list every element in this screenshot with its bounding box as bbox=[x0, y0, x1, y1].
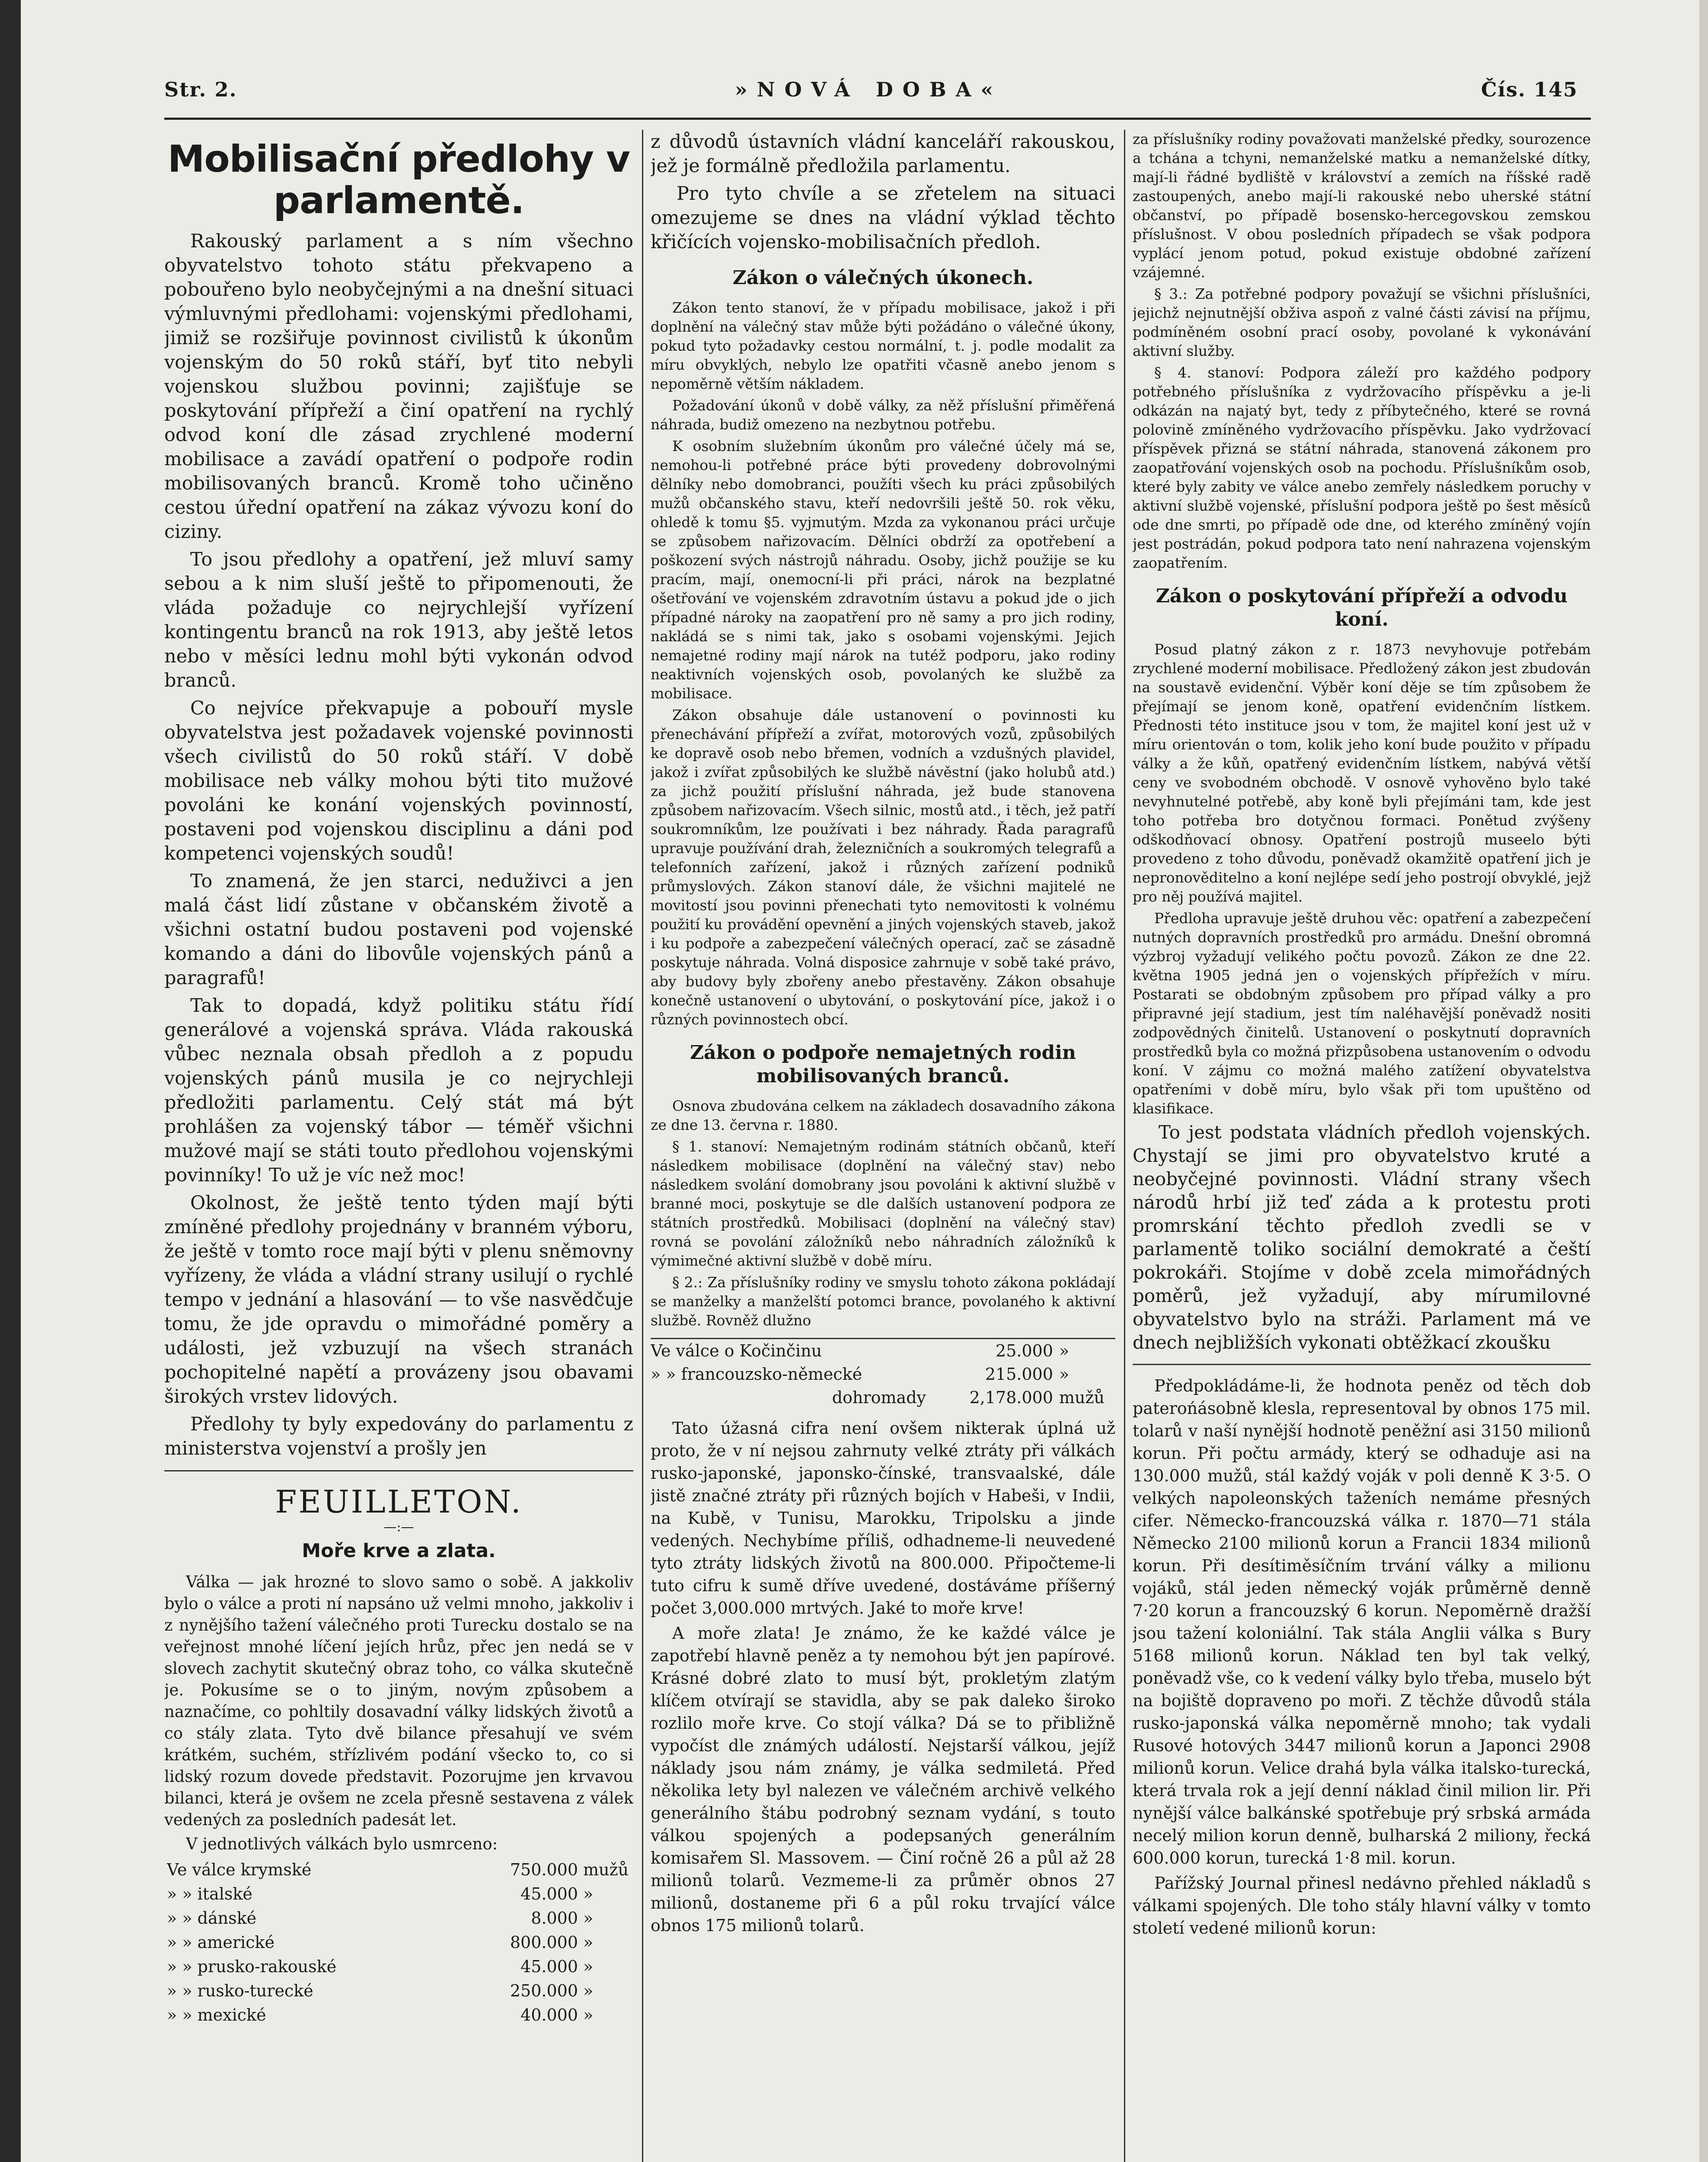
table-row bbox=[164, 1954, 633, 1979]
article-paragraph: Rakouský parlament a s ním všechno obyvatelstvo tohoto státu překvapeno a pobouřeno bylo neobyčejnými a na dnešní situaci výmluvnými předlohami: vojenskými předlohami, jimiž se rozšiřuje povinnost civilistů k úkonům vojenským do 50 roků stáří, byť tito nebyli vojenskou službou povinni; zajišťuje se poskytování přípřeží a činí opatření na rychlý odvod koní dle zásad zrychlené moderní mobilisace a zavádí opatření o podpoře rodin mobilisovaných branců. Kromě toho učiněno cestou úřední opatření na zákaz vývozu koní do ciziny. bbox=[164, 230, 633, 543]
table-row bbox=[164, 2003, 633, 2027]
table-row bbox=[164, 1858, 633, 1882]
issue-number: Čís. 145 bbox=[1481, 78, 1578, 101]
law-paragraph: K osobním služebním úkonům pro válečné účely má se, nemohou-li potřebné práce býti provedeny dobrovolnými dělníky nebo domobranci, použíti všech ku práci způsobilých mužů občanského stavu, kteří nedovršili ještě 50. rok věku, ohledě k tomu §5. vyjmutým. Mzda za vykonanou práci určuje se způsobem nařizovacím. Dělníci obdrží za opotřebení a poškození svých nástrojů náhradu. Osoby, jichž použije se ku pracím, mají, onemocní-li při práci, nárok na bezplatné ošetřování ve vojenském zdravotním ústavu a pokud jde o jich případné nároky na zaopatření pro ně samy a pro jich rodiny, nakládá se s nimi tak, jako s osobami vojenskými. Jejich nemajetné rodiny mají nárok na tutéž podporu, jako rodiny neaktivních vojenských osob, povolaných ke službě za mobilisace. bbox=[651, 438, 1115, 702]
war-label: Ve válce o Kočinčinu bbox=[651, 1341, 822, 1360]
war-unit: mužů bbox=[1059, 1388, 1105, 1407]
section-divider bbox=[1133, 1364, 1591, 1365]
war-label: » » mexické bbox=[167, 2005, 266, 2024]
law-paragraph: § 4. stanoví: Podpora záleží pro každého podpory potřebného příslušníka z vydržovacího příspěvku a je-li odkázán na najatý byt, tedy z příbytečného, které se rovná polovině zmíněného vydržovacího příspěvku. Jako vydržovací příspěvek přizná se státní náhrada, stanovená zákonem pro zaopatřování vojenských osob na pochodu. Příslušníkům osob, které byly zabity ve válce anebo zemřely následkem poruchy v aktivní službě vojenské, příslušní podpora ještě po šest měsíců ode dne smrti, po případě ode dne, od kterého zmíněný vojín jest postrádán, pokud podpora tato není nahrazena vojenským zaopatřením. bbox=[1133, 364, 1591, 571]
war-label: » » americké bbox=[167, 1933, 275, 1952]
war-value: 8.000 bbox=[531, 1909, 578, 1928]
war-unit: » bbox=[583, 2005, 594, 2024]
war-unit: » bbox=[583, 1884, 594, 1903]
feuilleton-heading: FEUILLETON. bbox=[275, 1484, 523, 1520]
section-divider bbox=[164, 1470, 633, 1471]
law-paragraph: § 2.: Za příslušníky rodiny ve smyslu tohoto zákona pokládají se manželky a manželští potomci brance, povolaného k aktivní službě. Rovněž dlužno bbox=[651, 1274, 1115, 1329]
law-paragraph: Zákon obsahuje dále ustanovení o povinnosti ku přenechávání přípřeží a zvířat, motorových vozů, způsobilých ke dopravě osob nebo břemen, vodních a vzdušných plavidel, jakož i zvířat způsobilých ke službě návěstní (jako holubů atd.) za jichž použití příslušní náhrada, jež bude stanovena způsobem nařizovacím. Všech silnic, mostů atd., i těch, jež patří soukromníkům, lze používati i bez náhrady. Řada paragrafů upravuje používání drah, železničních a soukromých telegrafů a telefonních zařízení, jakož i různých zařízení podniků průmyslových. Zákon stanoví dále, že všichni majitelé ne movitostí jsou povinni přenechati tyto nemovitosti k volnému použití ku provádění opevnění a jiných vojenských staveb, jakož i ku podpoře a zabezpečení válečných operací, zač se zásadně poskytuje náhrada. Volná disposice zahrnuje v sobě také právo, aby budovy byly zbořeny anebo přestavěny. Zákon obsahuje konečně ustanovení o ubytování, o poskytování píce, jakož i o různých povinnostech obcí. bbox=[651, 707, 1115, 1028]
war-value: 800.000 bbox=[510, 1933, 578, 1952]
table-row-total bbox=[651, 1386, 1115, 1409]
feuilleton-paragraph: Předpokládáme-li, že hodnota peněz od těch dob paterońásobně klesla, representoval by obnos 175 mil. tolarů v naší nynější hodnotě peněžní asi 3150 milionů korun. Při počtu armády, který se odhaduje asi na 130.000 mužů, stál každý voják v poli denně K 3·5. O velkých napoleonských taženích nemáme přesných cifer. Německo-francouzská válka r. 1870—71 stála Německo 2100 milionů korun a Francii 1834 milionů korun. Při desítiměsíčním trvání války a milionu vojáků, stál jeden německý voják průměrně denně 7·20 korun a francouzský 6 korun. Nepoměrně dražší jsou tažení koloniální. Tak stála Anglii válka s Bury 5168 milionů korun. Náklad ten byl tak velký, poněvadž vše, co k vedení války bylo třeba, muselo být na bojiště dopraveno po moři. Z těchže důvodů stála rusko-japonská válka nepoměrně mnoho; tak vydali Rusové hotových 3447 milionů korun a Japonci 2908 milionů korun. Velice drahá byla válka italsko-turecká, která trvala rok a její denní náklad činil milion lir. Při nynější válce balkánské spotřebuje prý srbská armáda necelý milion korun denně, bulharská 2 miliony, řecká 600.000 korun, turecká 1·8 mil. korun. bbox=[1133, 1376, 1591, 1868]
law-paragraph: Osnova zbudována celkem na základech dosavadního zákona ze dne 13. června r. 1880. bbox=[651, 1097, 1115, 1133]
ornament-divider: —:— bbox=[383, 1519, 414, 1535]
law-paragraph: Předloha upravuje ještě druhou věc: opatření a zabezpečení nutných dopravních prostředků pro armádu. Dnešní obromná výzbroj vyžadují velikého počtu povozů. Zákon ze dne 22. května 1905 jedná jen o vojenských přípřežích v míru. Postarati se obdobným způsobem pro případ války a pro připravné její stadium, jest tím naléhavější poněvadž nositi zodpovědných činitelů. Ustanovení o poskytnutí dopravních prostředků byla co možná přizpůsobena ustanovením o odvodu koní. V zájmu co možná malého zatížení obyvatelstva opatřeními v době míru, bylo však při tom upuštěno od klasifikace. bbox=[1133, 910, 1591, 1117]
law-paragraph: Posud platný zákon z r. 1873 nevyhovuje potřebám zrychlené moderní mobilisace. Předložený zákon jest zbudován na soustavě evidenční. Výběr koní děje se tím způsobem že přejímají se jenom koně, opatření evidenčním lístkem. Přednosti této instituce jsou v tom, že majitel koní jest už v míru orientován o tom, kolik jeho koní bude použito v případu války a že kůň, opatřený evidenčním lístkem, nabývá větší ceny ve svobodném obchodě. V osnově vyhověno bylo také nevyhnutelné potřebě, aby koně byli přejímáni tam, kde jest toho potřeba bro dotyčnou formaci. Ponětud zvýšeny odškodňovací obnosy. Opatření postrojů museelo býti provedeno z toho důvodu, poněvadž okamžitě opatření jich je nepronověditelno a koní nejlépe sedí jeho postrojí obvyklé, jejž pro něj používá majitel. bbox=[1133, 641, 1591, 905]
war-value: 40.000 bbox=[520, 2005, 578, 2024]
war-label: » » prusko-rakouské bbox=[167, 1957, 337, 1976]
war-unit: » bbox=[583, 1933, 594, 1952]
war-unit: » bbox=[1059, 1341, 1069, 1360]
article-paragraph: To znamená, že jen starci, neduživci a jen malá část lidí zůstane v občanském životě a všichni ostatní budou postaveni pod vojenské komando a dáni do libovůle vojenských pánů a paragrafů! bbox=[164, 870, 633, 989]
war-deaths-table bbox=[164, 1858, 633, 2027]
war-unit: » bbox=[1059, 1365, 1069, 1384]
article-title: Mobilisační předlohy v parlamentě. bbox=[167, 138, 630, 222]
feuilleton-paragraph: Pařížský Journal přinesl nedávno přehled nákladů s válkami spojených. Dle toho stály hlavní války v tomto století vedené milionů korun: bbox=[1133, 1874, 1591, 1938]
section-heading: Zákon o válečných úkonech. bbox=[732, 267, 1034, 289]
war-value: 250.000 bbox=[510, 1981, 578, 2000]
feuilleton-title: Moře krve a zlata. bbox=[302, 1540, 496, 1562]
feuilleton-paragraph: V jednotlivých válkách bylo usmrceno: bbox=[186, 1835, 498, 1853]
war-value: 750.000 bbox=[510, 1860, 578, 1879]
law-paragraph: Požadování úkonů v době války, za něž příslušní přiměřená náhrada, budiž omezeno na nezbytnou potřebu. bbox=[651, 397, 1115, 433]
war-value: 25.000 bbox=[996, 1341, 1053, 1360]
war-value: 45.000 bbox=[520, 1957, 578, 1976]
war-label: dohromady bbox=[832, 1388, 926, 1407]
war-unit: mužů bbox=[583, 1860, 629, 1879]
article-paragraph: Předlohy ty byly expedovány do parlamentu z ministerstva vojenství a prošly jen bbox=[164, 1414, 633, 1459]
war-label: » » dánské bbox=[167, 1909, 257, 1928]
law-paragraph: Zákon tento stanoví, že v případu mobilisace, jakož i při doplnění na válečný stav může býti požádáno o válečné úkony, pokud tyto požadavky cestou normální, t. j. podle modalit za míru obvyklých, nebylo lze opatřiti včasně anebo jenom s nepoměrně větším nákladem. bbox=[651, 299, 1115, 392]
war-deaths-continued bbox=[651, 1338, 1115, 1409]
article-paragraph: z důvodů ústavních vládní kanceláří rakouskou, jež je formálně předložila parlamentu. bbox=[651, 131, 1115, 177]
table-row bbox=[164, 1930, 633, 1954]
column-3 bbox=[1133, 130, 1591, 2162]
feuilleton-paragraph: Válka — jak hrozné to slovo samo o sobě. A jakkoliv bylo o válce a proti ní napsáno už velmi mnoho, jakkoliv i z nynějšího tažení válečného proti Turecku dostalo se na veřejnost mnohé líčení jejích hrůz, přec jen nedá se v slovech zachytit skutečný obraz toho, co válka skutečně je. Pokusíme se o to jiným, novým způsobem a naznačíme, co pohltily dosavadní války lidských životů a co stály zlata. Tyto dvě bilance přesahují ve svém krátkém, suchém, střízlivém podání všecko to, co si lidský rozum dovede představit. Pozorujme jen krvavou bilanci, která je ovšem ne zcela přesně sestavena z válek vedených za posledních padesát let. bbox=[164, 1573, 633, 1829]
header-rule bbox=[164, 118, 1591, 120]
table-row bbox=[164, 1979, 633, 2003]
table-row bbox=[651, 1362, 1115, 1386]
article-paragraph: To jest podstata vládních předloh vojenských. Chystají se jimi pro obyvatelstvo kruté a neobyčejné povinnosti. Vládní strany všech národů hrbí již teď záda a k protestu proti promrskání těchto předloh zvedli se v parlamentě toliko sociální demokraté a čeští pokrokáři. Stojíme v době zcela mimořádných poměrů, jež vyžadují, aby mírumilovné obyvatelstvo bylo na stráži. Parlament má ve dnech nejbližších vykonati obtěžkací zkoušku bbox=[1133, 1122, 1591, 1353]
war-label: » » francouzsko-německé bbox=[651, 1365, 862, 1384]
table-row bbox=[164, 1906, 633, 1930]
war-label: » » rusko-turecké bbox=[167, 1981, 313, 2000]
war-value: 45.000 bbox=[520, 1884, 578, 1903]
law-paragraph: za příslušníky rodiny považovati manželské předky, sourozence a tchána a tchyni, nemanželské matku a nemanželské dítky, mají-li řádné bydliště v království a zemích na říšské radě zastoupených, anebo mají-li rakouské nebo uherské státní občanství, po případě bosensko-hercegovskou zemskou příslušnost. V obou posledních případech se však podpora vyplácí jenom potud, pokud existuje obdobné zařízení vzájemné. bbox=[1133, 131, 1591, 281]
war-value: 2,178.000 bbox=[969, 1388, 1053, 1407]
war-unit: » bbox=[583, 1909, 594, 1928]
article-paragraph: Okolnost, že ještě tento týden mají býti zmíněné předlohy projednány v branném výboru, že ještě v tomto roce mají býti v plenu sněmovny vyřízeny, že vláda a vládní strany usilují o rychlé tempo v jednání a hlasování — to vše nasvědčuje tomu, že jde opravdu o mimořádné poměry a události, jež vzbuzují na všech stranách pochopitelné napětí a provázeny jsou obavami širokých vrstev lidových. bbox=[164, 1192, 633, 1407]
article-paragraph: To jsou předlohy a opatření, jež mluví samy sebou a k nim sluší ještě to připomenouti, že vláda požaduje co nejrychlejší vyřízení kontingentu branců na rok 1913, aby ještě letos nebo v měsíci lednu mohl býti vykonán odvod branců. bbox=[164, 549, 633, 691]
scan-edge-right bbox=[1699, 0, 1708, 2162]
war-unit: » bbox=[583, 1981, 594, 2000]
page-number: Str. 2. bbox=[164, 78, 237, 101]
section-heading: Zákon o poskytování přípřeží a odvodu koní. bbox=[1156, 585, 1568, 630]
law-paragraph: § 1. stanoví: Nemajetným rodinám státních občanů, kteří následkem mobilisace (doplnění na válečný stav) nebo následkem svolání domobrany jsou povoláni k aktivní službě v branné moci, poskytuje se dle dalších ustanovení podpora ze státních prostředků. Mobilisaci (doplnění na válečný stav) rovná se povolání záložníků nebo náhradních záložníků k výmimečné aktivní službě v době míru. bbox=[651, 1138, 1115, 1269]
article-paragraph: Pro tyto chvíle a se zřetelem na situaci omezujeme se dnes na vládní výklad těchto křičících vojensko-mobilisačních předloh. bbox=[651, 183, 1115, 253]
table-row bbox=[651, 1339, 1115, 1362]
article-paragraph: Tak to dopadá, když politiku státu řídí generálové a vojenská správa. Vláda rakouská vůbec neznala obsah předloh a z popudu vojenských pánů musila je co nejrychleji předložiti parlamentu. Celý stát má být prohlášen za vojenský tábor — téměř všichni mužové mají se státi touto předlohou vojenskými povinníky! To už je víc než moc! bbox=[164, 995, 633, 1186]
war-value: 215.000 bbox=[985, 1365, 1053, 1384]
column-2 bbox=[651, 130, 1115, 2162]
scan-edge-left bbox=[0, 0, 21, 2162]
article-paragraph: Co nejvíce překvapuje a pobouří mysle obyvatelstva jest požadavek vojenské povinnosti všech civilistů do 50 roků stáří. V době mobilisace neb války mohou býti tito mužové povoláni ke konání vojenských povinností, postaveni pod vojenskou disciplinu a dáni pod kompetenci vojenských soudů! bbox=[164, 697, 633, 864]
column-1 bbox=[164, 130, 633, 2162]
war-unit: » bbox=[583, 1957, 594, 1976]
column-rule-2 bbox=[1124, 130, 1125, 2162]
feuilleton-paragraph: A moře zlata! Je známo, že ke každé válce je zapotřebí hlavně peněz a ty nemohou být jen papírové. Krásné dobré zlato to musí být, prokletým zlatým klíčem otvírají se stavidla, aby se pak daleko široko rozlilo moře krve. Co stojí válka? Dá se to přibližně vypočíst dle známých událostí. Nejstarší válkou, jejíž náklady jsou nám známy, je válka sedmiletá. Před několika lety byl nalezen ve válečném archivě velkého generálního štábu podrobný seznam vydání, s touto válkou spojených a podepsaných generálním komisařem Sl. Massovem. — Činí ročně 26 a půl až 28 milionů tolarů. Vezmeme-li za průměr obnos 27 milionů, dostaneme při 6 a půl roku trvající válce obnos 175 milionů tolarů. bbox=[651, 1624, 1115, 1935]
table-row bbox=[164, 1882, 633, 1906]
page-header bbox=[164, 78, 1578, 117]
column-rule-1 bbox=[642, 130, 643, 2162]
masthead: »NOVÁ DOBA« bbox=[735, 78, 1003, 101]
section-heading: Zákon o podpoře nemajetných rodin mobilisovaných branců. bbox=[690, 1042, 1076, 1087]
war-label: Ve válce krymské bbox=[167, 1860, 312, 1879]
war-label: » » italské bbox=[167, 1884, 252, 1903]
law-paragraph: § 3.: Za potřebné podpory považují se všichni příslušníci, jejichž nejnutnější obživa aspoň z valné části závisí na příjmu, podmíněném osobní prací osoby, povolané k vykonávání aktivní služby. bbox=[1133, 285, 1591, 359]
feuilleton-paragraph: Tato úžasná cifra není ovšem nikterak úplná už proto, že v ní nejsou zahrnuty velké ztráty při válkách rusko-japonské, japonsko-čínské, transvaalské, dále jistě značné ztráty při různých bojích v Habeši, v Indii, na Kubě, v Tunisu, Marokku, Tripolsku a jinde vedených. Nechybíme příliš, odhadneme-li neuvedené tyto ztráty lidských životů na 800.000. Připočteme-li tuto cifru k sumě dříve uvedené, dostáváme příšerný počet 3,000.000 mrtvých. Jaké to moře krve! bbox=[651, 1419, 1115, 1618]
